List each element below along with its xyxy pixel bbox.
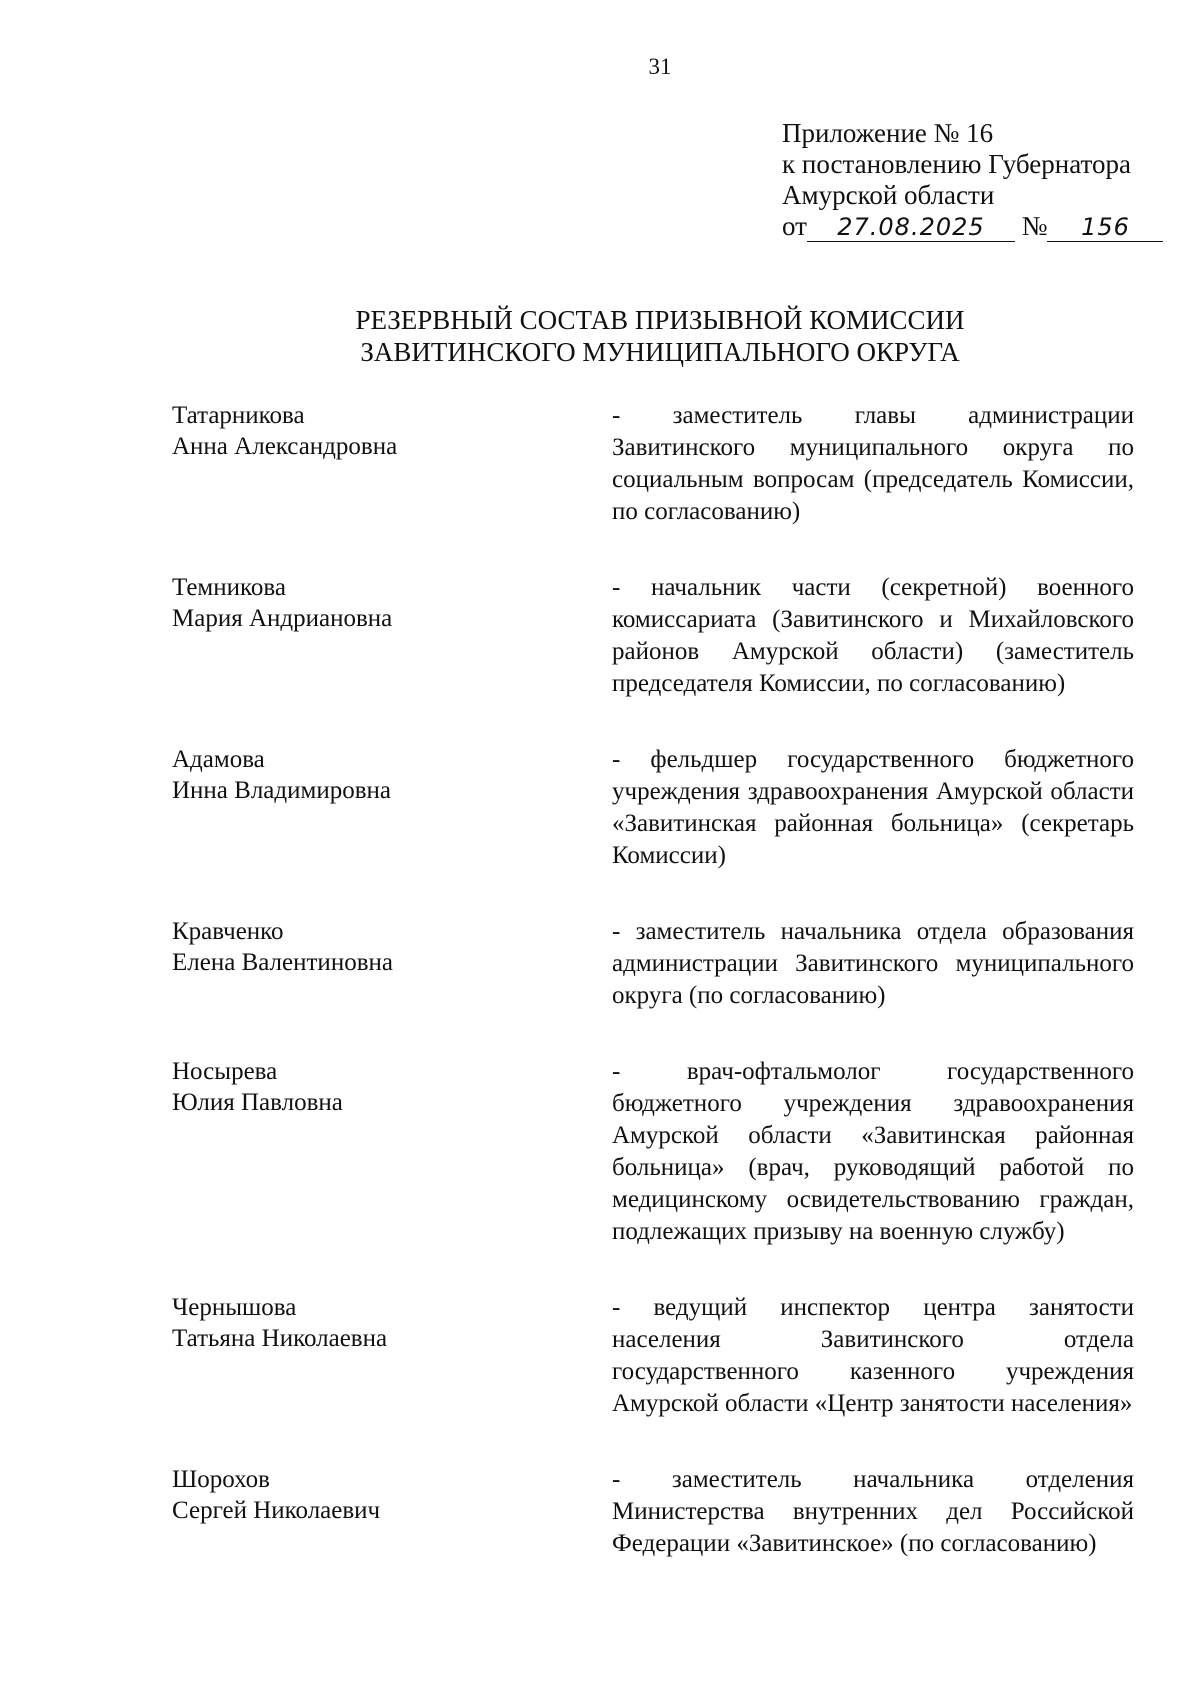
member-name [172,744,612,872]
member-name [172,1056,612,1248]
members-list [172,400,1134,1604]
member-row [172,1056,1134,1248]
member-role: - начальник части (секретной) военного комиссариата (Завитинского и Михайловского районов Амурской области) (заместитель председателя Комиссии, по согласованию) [612,574,1134,697]
member-given-names: Юлия Павловна [172,1089,343,1116]
appendix-reference: к постановлению Губернатора [782,149,1131,179]
member-surname: Кравченко [172,918,284,945]
member-row [172,1464,1134,1560]
member-surname: Татарникова [172,402,305,429]
member-role: - ведущий инспектор центра занятости населения Завитинского отдела государственного казенного учреждения Амурской области «Центр занятости населения» [612,1294,1134,1417]
number-prefix: № [1021,211,1048,241]
document-title [0,304,1200,368]
appendix-date-number-line [782,211,1172,242]
member-name [172,1292,612,1420]
member-given-names: Инна Владимировна [172,777,391,804]
appendix-region: Амурской области [782,180,995,210]
member-given-names: Мария Андриановна [172,605,393,632]
member-name [172,400,612,528]
member-row [172,400,1134,528]
member-given-names: Татьяна Николаевна [172,1325,388,1352]
member-surname: Носырева [172,1058,278,1085]
member-given-names: Анна Александровна [172,433,398,460]
member-row [172,744,1134,872]
member-name [172,916,612,1012]
page-number: 31 [648,54,672,79]
member-role: - заместитель главы администрации Завитинского муниципального округа по социальным вопросам (председатель Комиссии, по согласованию) [612,402,1134,525]
member-given-names: Елена Валентиновна [172,949,393,976]
member-surname: Шорохов [172,1466,270,1493]
handwritten-date: 27.08.2025 [807,213,1015,242]
member-row [172,1292,1134,1420]
member-role: - врач-офтальмолог государственного бюджетного учреждения здравоохранения Амурской области «Завитинская районная больница» (врач, руководящий работой по медицинскому освидетельствованию граждан, подлежащих призыву на военную службу) [612,1058,1134,1245]
member-surname: Темникова [172,574,286,601]
document-title-line-1: РЕЗЕРВНЫЙ СОСТАВ ПРИЗЫВНОЙ КОМИССИИ [355,305,965,335]
member-surname: Адамова [172,746,265,773]
handwritten-number: 156 [1047,213,1163,242]
member-row [172,916,1134,1012]
member-name [172,1464,612,1560]
appendix-block [782,118,1172,242]
document-title-line-2: ЗАВИТИНСКОГО МУНИЦИПАЛЬНОГО ОКРУГА [360,337,960,367]
member-row [172,572,1134,700]
appendix-title: Приложение № 16 [782,118,994,148]
member-given-names: Сергей Николаевич [172,1497,381,1524]
member-surname: Чернышова [172,1294,297,1321]
member-role: - фельдшер государственного бюджетного учреждения здравоохранения Амурской области «Завитинская районная больница» (секретарь Комиссии) [612,746,1134,869]
member-role: - заместитель начальника отдела образования администрации Завитинского муниципального округа (по согласованию) [612,918,1134,1009]
member-role: - заместитель начальника отделения Министерства внутренних дел Российской Федерации «Завитинское» (по согласованию) [612,1466,1134,1557]
member-name [172,572,612,700]
date-prefix: от [782,211,807,241]
